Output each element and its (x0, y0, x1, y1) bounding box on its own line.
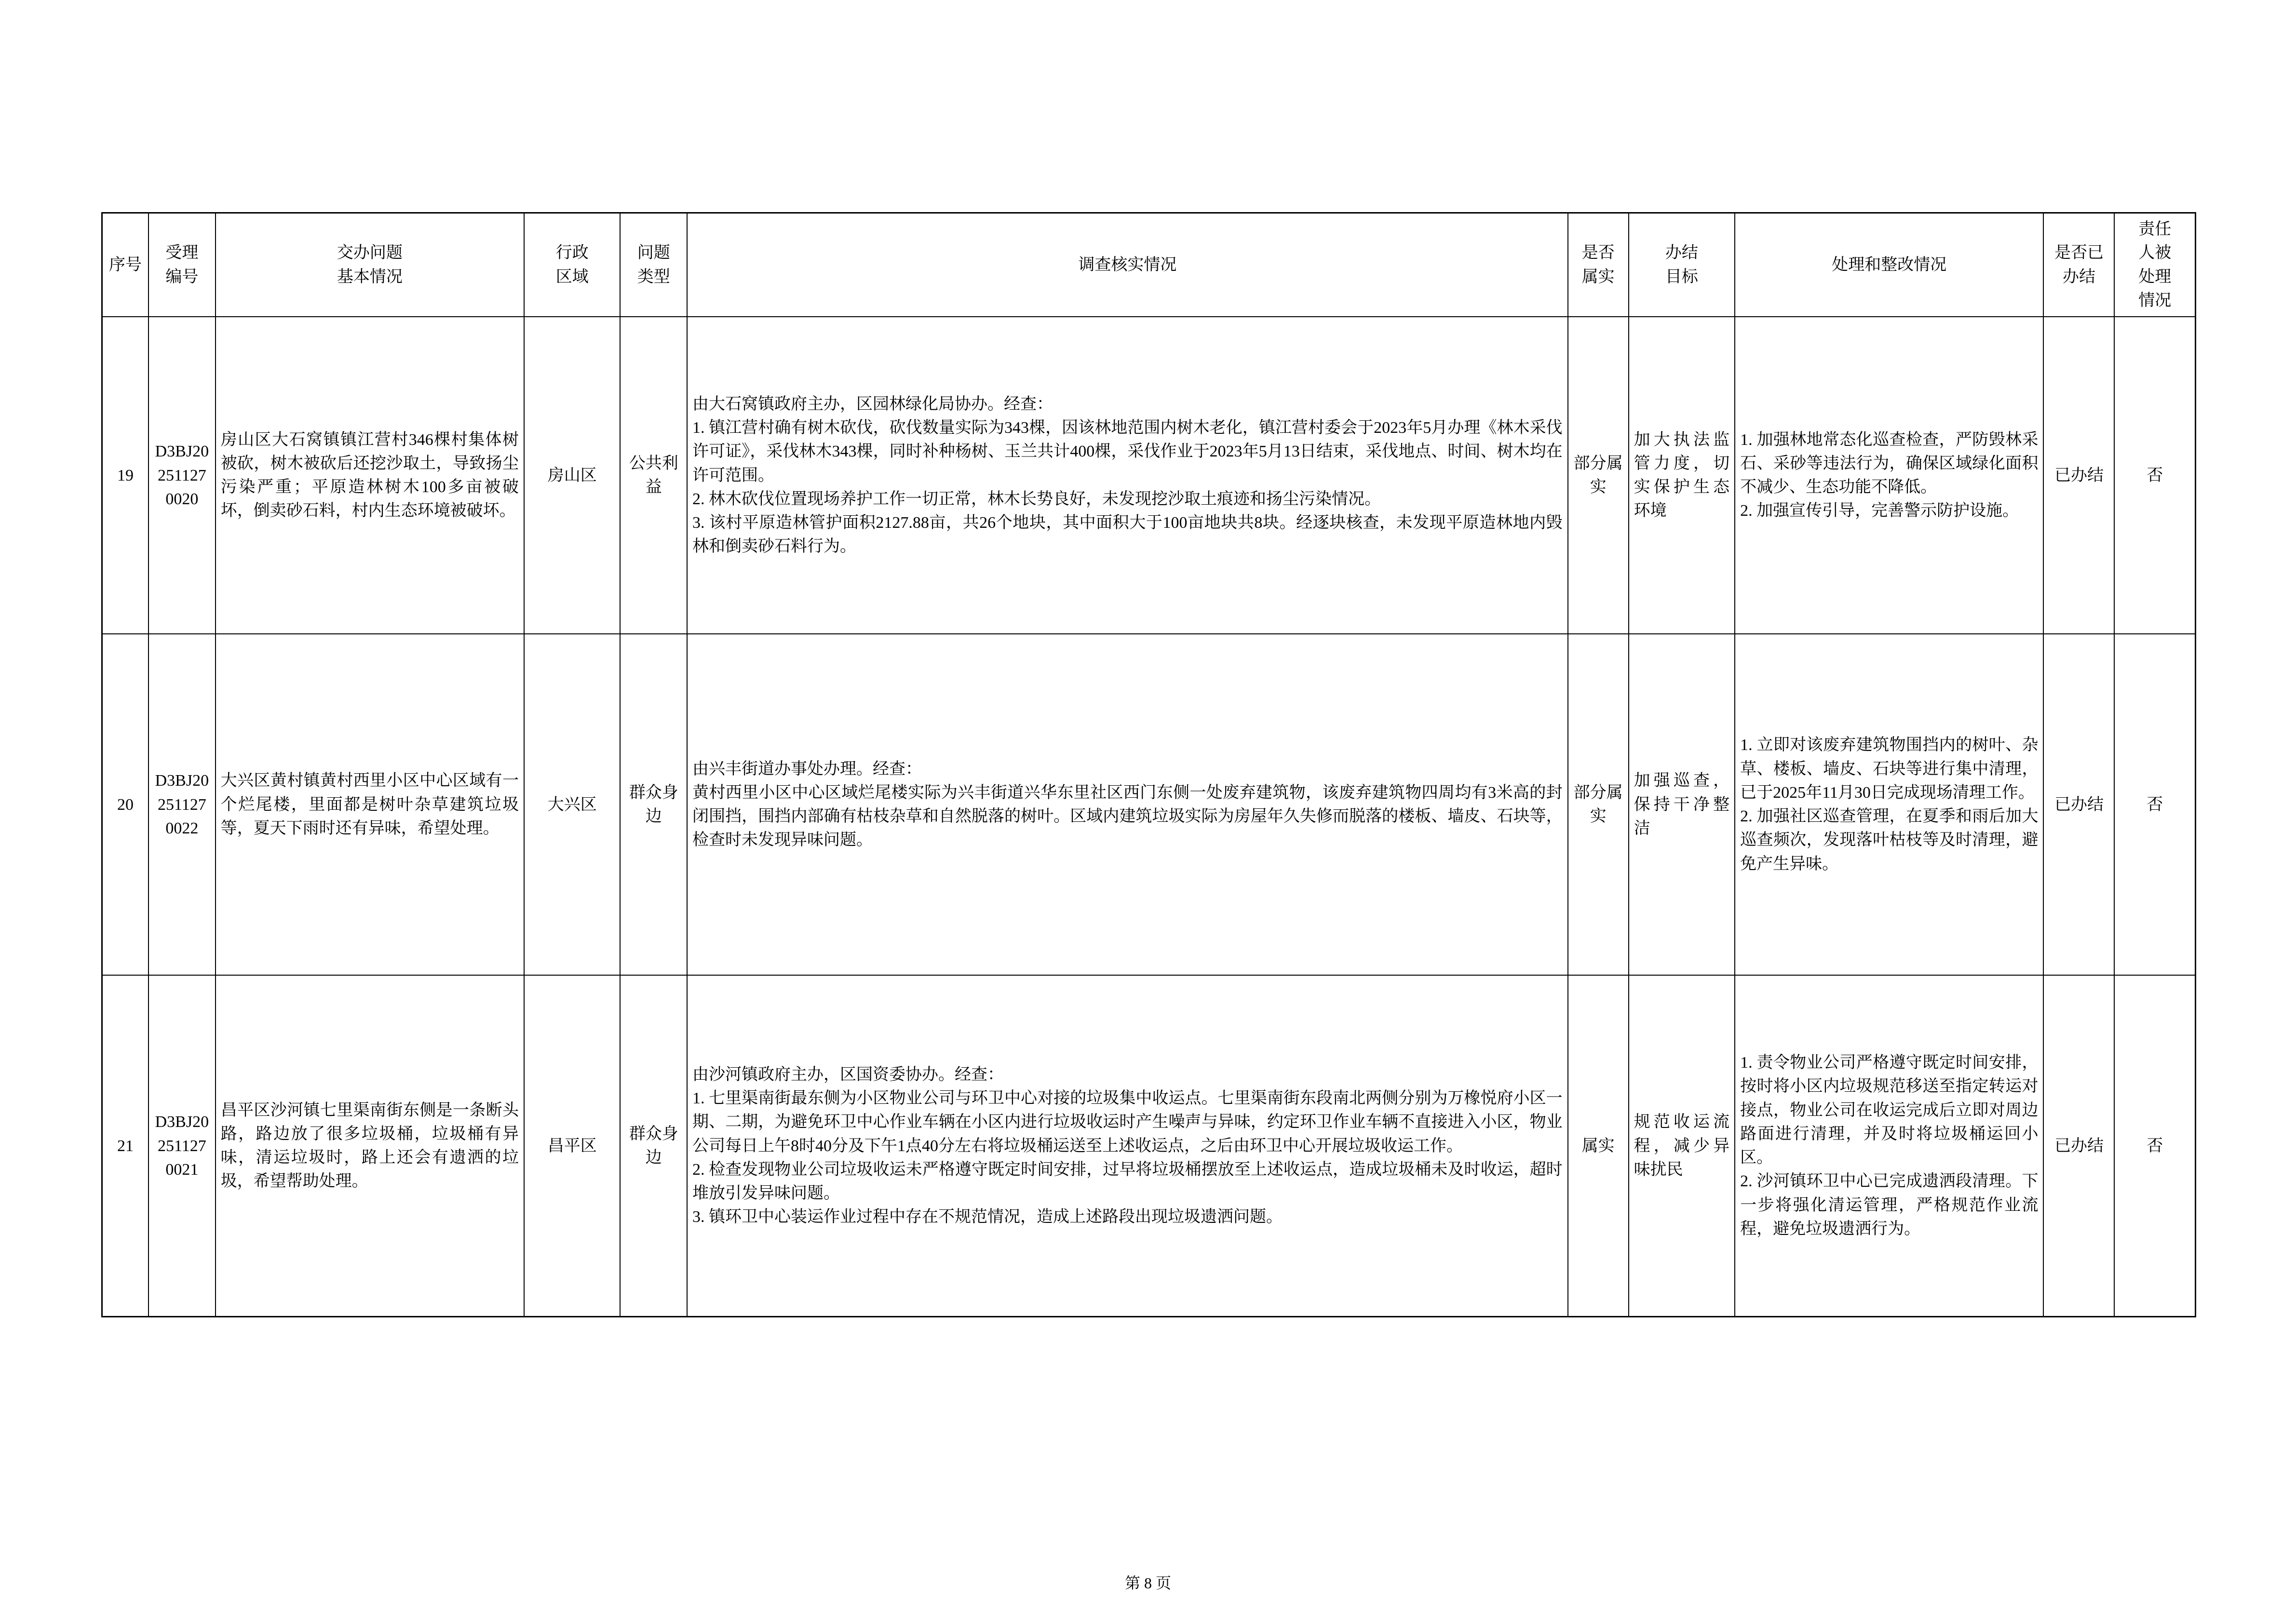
column-header-seq (102, 213, 149, 317)
cell-code: D3BJ202511270021 (149, 975, 216, 1317)
cell-region: 房山区 (524, 317, 620, 634)
column-header-goal (1629, 213, 1735, 317)
column-header-is-true (1568, 213, 1629, 317)
cell-code: D3BJ202511270020 (149, 317, 216, 634)
table-header-row (102, 213, 2196, 317)
column-header-is-done-line1: 是否已 (2054, 244, 2104, 262)
column-header-type-line1: 问题 (637, 244, 670, 262)
handling-line: 1. 责令物业公司严格遵守既定时间安排，按时将小区内垃圾规范移送至指定转运对接点，物业公司在收运完成后立即对周边路面进行清理，并及时将垃圾桶运回小区。 (1740, 1054, 2039, 1167)
investigation-line: 由大石窝镇政府主办，区园林绿化局协办。经查： (692, 395, 1053, 413)
cell-is-true: 部分属实 (1568, 317, 1629, 634)
investigation-line: 黄村西里小区中心区域烂尾楼实际为兴丰街道兴华东里社区西门东侧一处废弃建筑物，该废弃建筑物四周均有3米高的封闭围挡，围挡内部确有枯枝杂草和自然脱落的树叶。区域内建筑垃圾实际为房屋年久失修而脱落的楼板、墙皮、石块等，检查时未发现异味问题。 (692, 783, 1563, 849)
column-header-type (620, 213, 687, 317)
column-header-region-line2: 区域 (555, 268, 589, 286)
handling-line: 2. 沙河镇环卫中心已完成遗洒段清理。下一步将强化清运管理，严格规范作业流程，避免垃圾遗洒行为。 (1740, 1172, 2039, 1238)
column-header-region (524, 213, 620, 317)
column-header-handling-label: 处理和整改情况 (1832, 255, 1947, 274)
complaint-handling-table (101, 212, 2196, 1317)
column-header-basic (216, 213, 524, 317)
cell-is-true: 部分属实 (1568, 634, 1629, 975)
handling-line: 2. 加强社区巡查管理，在夏季和雨后加大巡查频次，发现落叶枯枝等及时清理，避免产生异味。 (1740, 807, 2039, 873)
column-header-investigation-label: 调查核实情况 (1078, 255, 1177, 274)
investigation-line: 3. 镇环卫中心装运作业过程中存在不规范情况，造成上述路段出现垃圾遗洒问题。 (692, 1208, 1283, 1226)
investigation-line: 由兴丰街道办事处办理。经查： (692, 760, 922, 778)
cell-handling (1735, 317, 2043, 634)
column-header-responsible-line1: 责任 (2138, 220, 2172, 238)
handling-line: 1. 立即对该废弃建筑物围挡内的树叶、杂草、楼板、墙皮、石块等进行集中清理，已于2025年11月30日完成现场清理工作。 (1740, 736, 2039, 802)
handling-line: 2. 加强宣传引导，完善警示防护设施。 (1740, 502, 2019, 520)
cell-basic-situation: 房山区大石窝镇镇江营村346棵村集体树被砍，树木被砍后还挖沙取土，导致扬尘污染严重；平原造林树木100多亩被破坏，倒卖砂石料，村内生态环境被破坏。 (216, 317, 524, 634)
cell-investigation (687, 975, 1568, 1317)
cell-region: 昌平区 (524, 975, 620, 1317)
investigation-line: 2. 林木砍伐位置现场养护工作一切正常，林木长势良好，未发现挖沙取土痕迹和扬尘污染情况。 (692, 490, 1381, 508)
cell-code: D3BJ202511270022 (149, 634, 216, 975)
cell-seq: 21 (102, 975, 149, 1317)
investigation-line: 1. 七里渠南街最东侧为小区物业公司与环卫中心对接的垃圾集中收运点。七里渠南街东段南北两侧分别为万橡悦府小区一期、二期，为避免环卫中心作业车辆在小区内进行垃圾收运时产生噪声与异味，约定环卫作业车辆不直接进入小区，物业公司每日上午8时40分及下午1点40分左右将垃圾桶运送至上述收运点，之后由环卫中心开展垃圾收运工作。 (692, 1089, 1563, 1155)
column-header-handling (1735, 213, 2043, 317)
cell-goal: 加大执法监管力度，切实保护生态环境 (1629, 317, 1735, 634)
column-header-is-true-line2: 属实 (1581, 268, 1615, 286)
column-header-responsible-line2: 人被 (2138, 244, 2172, 262)
table-row (102, 975, 2196, 1317)
column-header-type-line2: 类型 (637, 268, 670, 286)
column-header-responsible-line4: 情况 (2138, 291, 2172, 309)
cell-responsible: 否 (2114, 634, 2195, 975)
column-header-is-done (2043, 213, 2114, 317)
column-header-goal-line2: 目标 (1665, 268, 1698, 286)
table-row (102, 634, 2196, 975)
cell-seq: 20 (102, 634, 149, 975)
cell-problem-type: 公共利益 (620, 317, 687, 634)
cell-handling (1735, 634, 2043, 975)
cell-goal: 加强巡查，保持干净整洁 (1629, 634, 1735, 975)
column-header-code (149, 213, 216, 317)
cell-responsible: 否 (2114, 975, 2195, 1317)
investigation-line: 由沙河镇政府主办，区国资委协办。经查： (692, 1065, 1004, 1084)
cell-is-true: 属实 (1568, 975, 1629, 1317)
page-footer: 第 8 页 (1124, 1574, 1171, 1592)
column-header-seq-label: 序号 (109, 255, 142, 274)
cell-region: 大兴区 (524, 634, 620, 975)
investigation-line: 1. 镇江营村确有树木砍伐，砍伐数量实际为343棵，因该林地范围内树木老化，镇江营村委会于2023年5月办理《林木采伐许可证》，采伐林木343棵，同时补种杨树、玉兰共计400棵，采伐作业于2023年5月13日结束，采伐地点、时间、树木均在许可范围。 (692, 418, 1563, 484)
column-header-code-line2: 编号 (165, 268, 199, 286)
cell-investigation (687, 634, 1568, 975)
column-header-basic-line2: 基本情况 (337, 268, 403, 286)
cell-problem-type: 群众身边 (620, 634, 687, 975)
column-header-region-line1: 行政 (555, 244, 589, 262)
investigation-line: 2. 检查发现物业公司垃圾收运未严格遵守既定时间安排，过早将垃圾桶摆放至上述收运点，造成垃圾桶未及时收运，超时堆放引发异味问题。 (692, 1160, 1563, 1203)
cell-handling (1735, 975, 2043, 1317)
column-header-code-line1: 受理 (165, 244, 199, 262)
cell-basic-situation: 昌平区沙河镇七里渠南街东侧是一条断头路，路边放了很多垃圾桶，垃圾桶有异味，清运垃圾时，路上还会有遗洒的垃圾，希望帮助处理。 (216, 975, 524, 1317)
column-header-basic-line1: 交办问题 (337, 244, 403, 262)
column-header-responsible (2114, 213, 2195, 317)
cell-basic-situation: 大兴区黄村镇黄村西里小区中心区域有一个烂尾楼，里面都是树叶杂草建筑垃圾等，夏天下雨时还有异味，希望处理。 (216, 634, 524, 975)
cell-is-done: 已办结 (2043, 317, 2114, 634)
cell-investigation (687, 317, 1568, 634)
table-row (102, 317, 2196, 634)
cell-seq: 19 (102, 317, 149, 634)
column-header-responsible-line3: 处理 (2138, 268, 2172, 286)
cell-is-done: 已办结 (2043, 975, 2114, 1317)
column-header-is-done-line2: 办结 (2062, 268, 2095, 286)
column-header-investigation (687, 213, 1568, 317)
handling-line: 1. 加强林地常态化巡查检查，严防毁林采石、采砂等违法行为，确保区域绿化面积不减少、生态功能不降低。 (1740, 430, 2039, 496)
cell-goal: 规范收运流程，减少异味扰民 (1629, 975, 1735, 1317)
investigation-line: 3. 该村平原造林管护面积2127.88亩，共26个地块，其中面积大于100亩地块共8块。经逐块核查，未发现平原造林地内毁林和倒卖砂石料行为。 (692, 514, 1563, 556)
column-header-is-true-line1: 是否 (1581, 244, 1615, 262)
column-header-goal-line1: 办结 (1665, 244, 1698, 262)
cell-responsible: 否 (2114, 317, 2195, 634)
cell-is-done: 已办结 (2043, 634, 2114, 975)
cell-problem-type: 群众身边 (620, 975, 687, 1317)
